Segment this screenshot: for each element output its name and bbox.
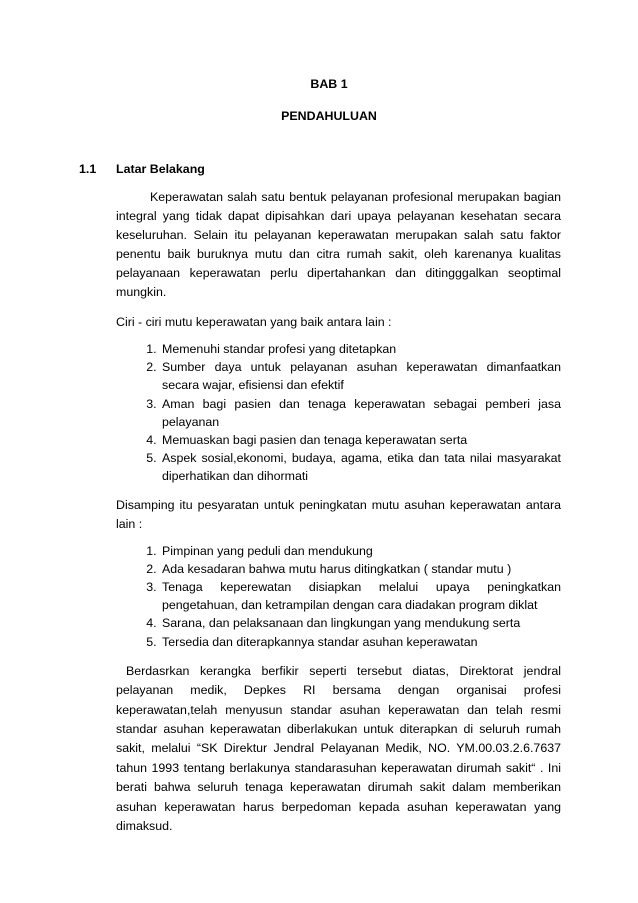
section-title: Latar Belakang — [116, 162, 205, 176]
chapter-heading: BAB 1 — [310, 77, 348, 91]
list-item: 5. Aspek sosial,ekonomi, budaya, agama, etika dan tata nilai masyarakat diperhatikan dan dihormati — [160, 449, 561, 485]
section-number: 1.1 — [79, 162, 97, 176]
list1-intro: Ciri - ciri mutu keperawatan yang baik antara lain : — [116, 315, 392, 329]
requirements-list — [116, 542, 561, 651]
section-body — [116, 188, 561, 837]
list-item: 1. Memenuhi standar profesi yang ditetapkan — [160, 340, 561, 358]
list-item: 5. Tersedia dan diterapkannya standar asuhan keperawatan — [160, 633, 561, 651]
list-item: 4. Memuaskan bagi pasien dan tenaga keperawatan serta — [160, 431, 561, 449]
closing-paragraph: Berdasrkan kerangka berfikir seperti tersebut diatas, Direktorat jendral pelayanan medik, Depkes RI bersama dengan organisai profesi keperawatan,telah menyusun standar asuhan keperawatan dan telah resmi standar asuhan keperawatan diberlakukan untuk diterapkan di seluruh rumah sakit, melalui “SK Direktur Jendral Pelayanan Medik, NO. YM.00.03.2.6.7637 tahun 1993 tentang berlakunya standarasuhan keperawatan dirumah sakit“ . Ini berati bahwa seluruh tenaga keperawatan dirumah sakit dalam memberikan asuhan keperawatan harus berpedoman kepada asuhan keperawatan yang dimaksud. — [116, 663, 561, 834]
list-item: 3. Tenaga keperewatan disiapkan melalui upaya peningkatkan pengetahuan, dan ketrampilan dengan cara diadakan program diklat — [160, 578, 561, 614]
list-item: 2. Ada kesadaran bahwa mutu harus ditingkatkan ( standar mutu ) — [160, 560, 561, 578]
quality-criteria-list — [116, 340, 561, 486]
list-item: 1. Pimpinan yang peduli dan mendukung — [160, 542, 561, 560]
list-item: 3. Aman bagi pasien dan tenaga keperawatan sebagai pemberi jasa pelayanan — [160, 395, 561, 431]
list-item: 4. Sarana, dan pelaksanaan dan lingkungan yang mendukung serta — [160, 614, 561, 632]
intro-paragraph: Keperawatan salah satu bentuk pelayanan profesional merupakan bagian integral yang tidak dapat dipisahkan dari upaya pelayanan kesehatan secara keseluruhan. Selain itu pelayanan keperawatan merupakan salah satu faktor penentu baik buruknya mutu dan citra rumah sakit, oleh karenanya kualitas pelayanaan keperawatan perlu dipertahankan dan ditingggalkan seoptimal mungkin. — [116, 190, 561, 299]
list2-intro: Disamping itu pesyaratan untuk peningkatan mutu asuhan keperawatan antara lain : — [116, 497, 561, 531]
list-item: 2. Sumber daya untuk pelayanan asuhan keperawatan dimanfaatkan secara wajar, efisiensi dan efektif — [160, 358, 561, 394]
chapter-title: PENDAHULUAN — [281, 109, 377, 123]
